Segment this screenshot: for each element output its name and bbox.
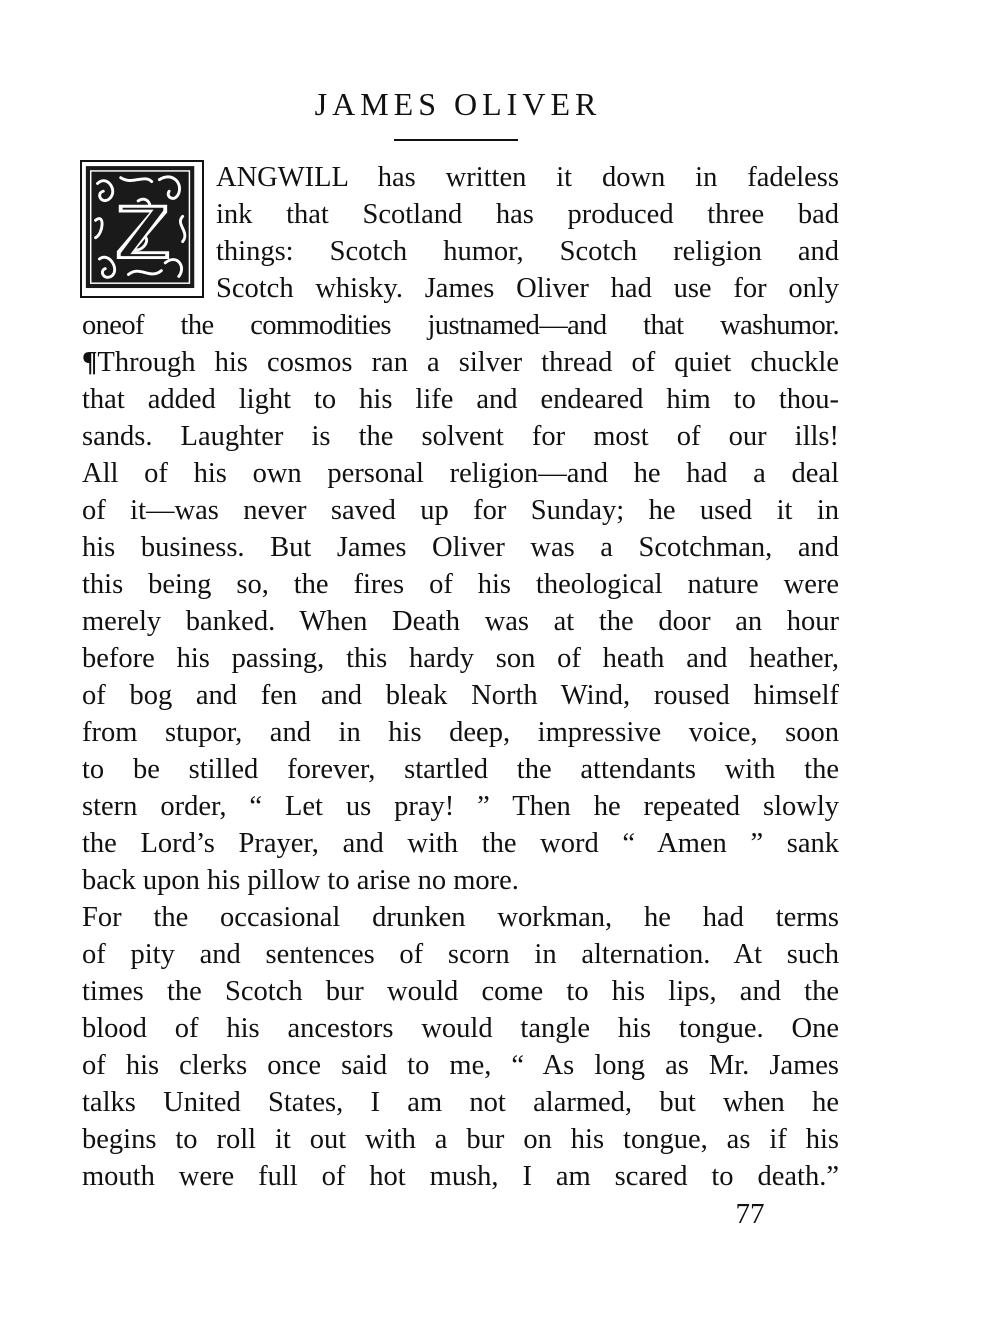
paragraph-line: sands. Laughter is the solvent for most of our ills! [82,421,839,452]
paragraph-line: of his clerks once said to me, “ As long as Mr. James [82,1050,839,1081]
paragraph-line: stern order, “ Let us pray! ” Then he repeated slowly [82,791,839,822]
paragraph-line: of pity and sentences of scorn in alternation. At such [82,939,839,970]
paragraph-line: oneof the commodities justnamed—and that washumor. [82,310,839,341]
ornamental-initial-z-icon [80,160,204,298]
paragraph-line: Scotch whisky. James Oliver had use for only [216,273,839,304]
paragraph-line: For the occasional drunken workman, he had terms [82,902,839,933]
paragraph-line: times the Scotch bur would come to his lips, and the [82,976,839,1007]
paragraph-line: merely banked. When Death was at the door an hour [82,606,839,637]
paragraph-line: mouth were full of hot mush, I am scared to death.” [82,1161,839,1192]
page-title: JAMES OLIVER [314,86,602,122]
paragraph-line: that added light to his life and endeared him to thou- [82,384,839,415]
paragraph-line: of it—was never saved up for Sunday; he used it in [82,495,839,526]
paragraph-line: of bog and fen and bleak North Wind, roused himself [82,680,839,711]
paragraph-line-text: Through his cosmos ran a silver thread of quiet chuckle [97,347,839,378]
paragraph-line: talks United States, I am not alarmed, but when he [82,1087,839,1118]
paragraph-line: back upon his pillow to arise no more. [82,865,519,896]
paragraph-line: this being so, the fires of his theological nature were [82,569,839,600]
paragraph-line: from stupor, and in his deep, impressive voice, soon [82,717,839,748]
pilcrow-mark: ¶ [82,347,98,378]
paragraph-line: before his passing, this hardy son of heath and heather, [82,643,839,674]
paragraph-line: his business. But James Oliver was a Scotchman, and [82,532,839,563]
paragraph-line: blood of his ancestors would tangle his tongue. One [82,1013,839,1044]
page-number: 77 [735,1198,765,1230]
title-rule [394,139,518,141]
paragraph-line-pilcrow [82,344,839,381]
paragraph-line: ink that Scotland has produced three bad [216,199,839,230]
paragraph-line: ANGWILL has written it down in fadeless [216,162,839,193]
paragraph-line: begins to roll it out with a bur on his tongue, as if his [82,1124,839,1155]
paragraph-line: to be stilled forever, startled the attendants with the [82,754,839,785]
paragraph-line: the Lord’s Prayer, and with the word “ Amen ” sank [82,828,839,859]
paragraph-line: things: Scotch humor, Scotch religion and [216,236,839,267]
paragraph-line: All of his own personal religion—and he had a deal [82,458,839,489]
